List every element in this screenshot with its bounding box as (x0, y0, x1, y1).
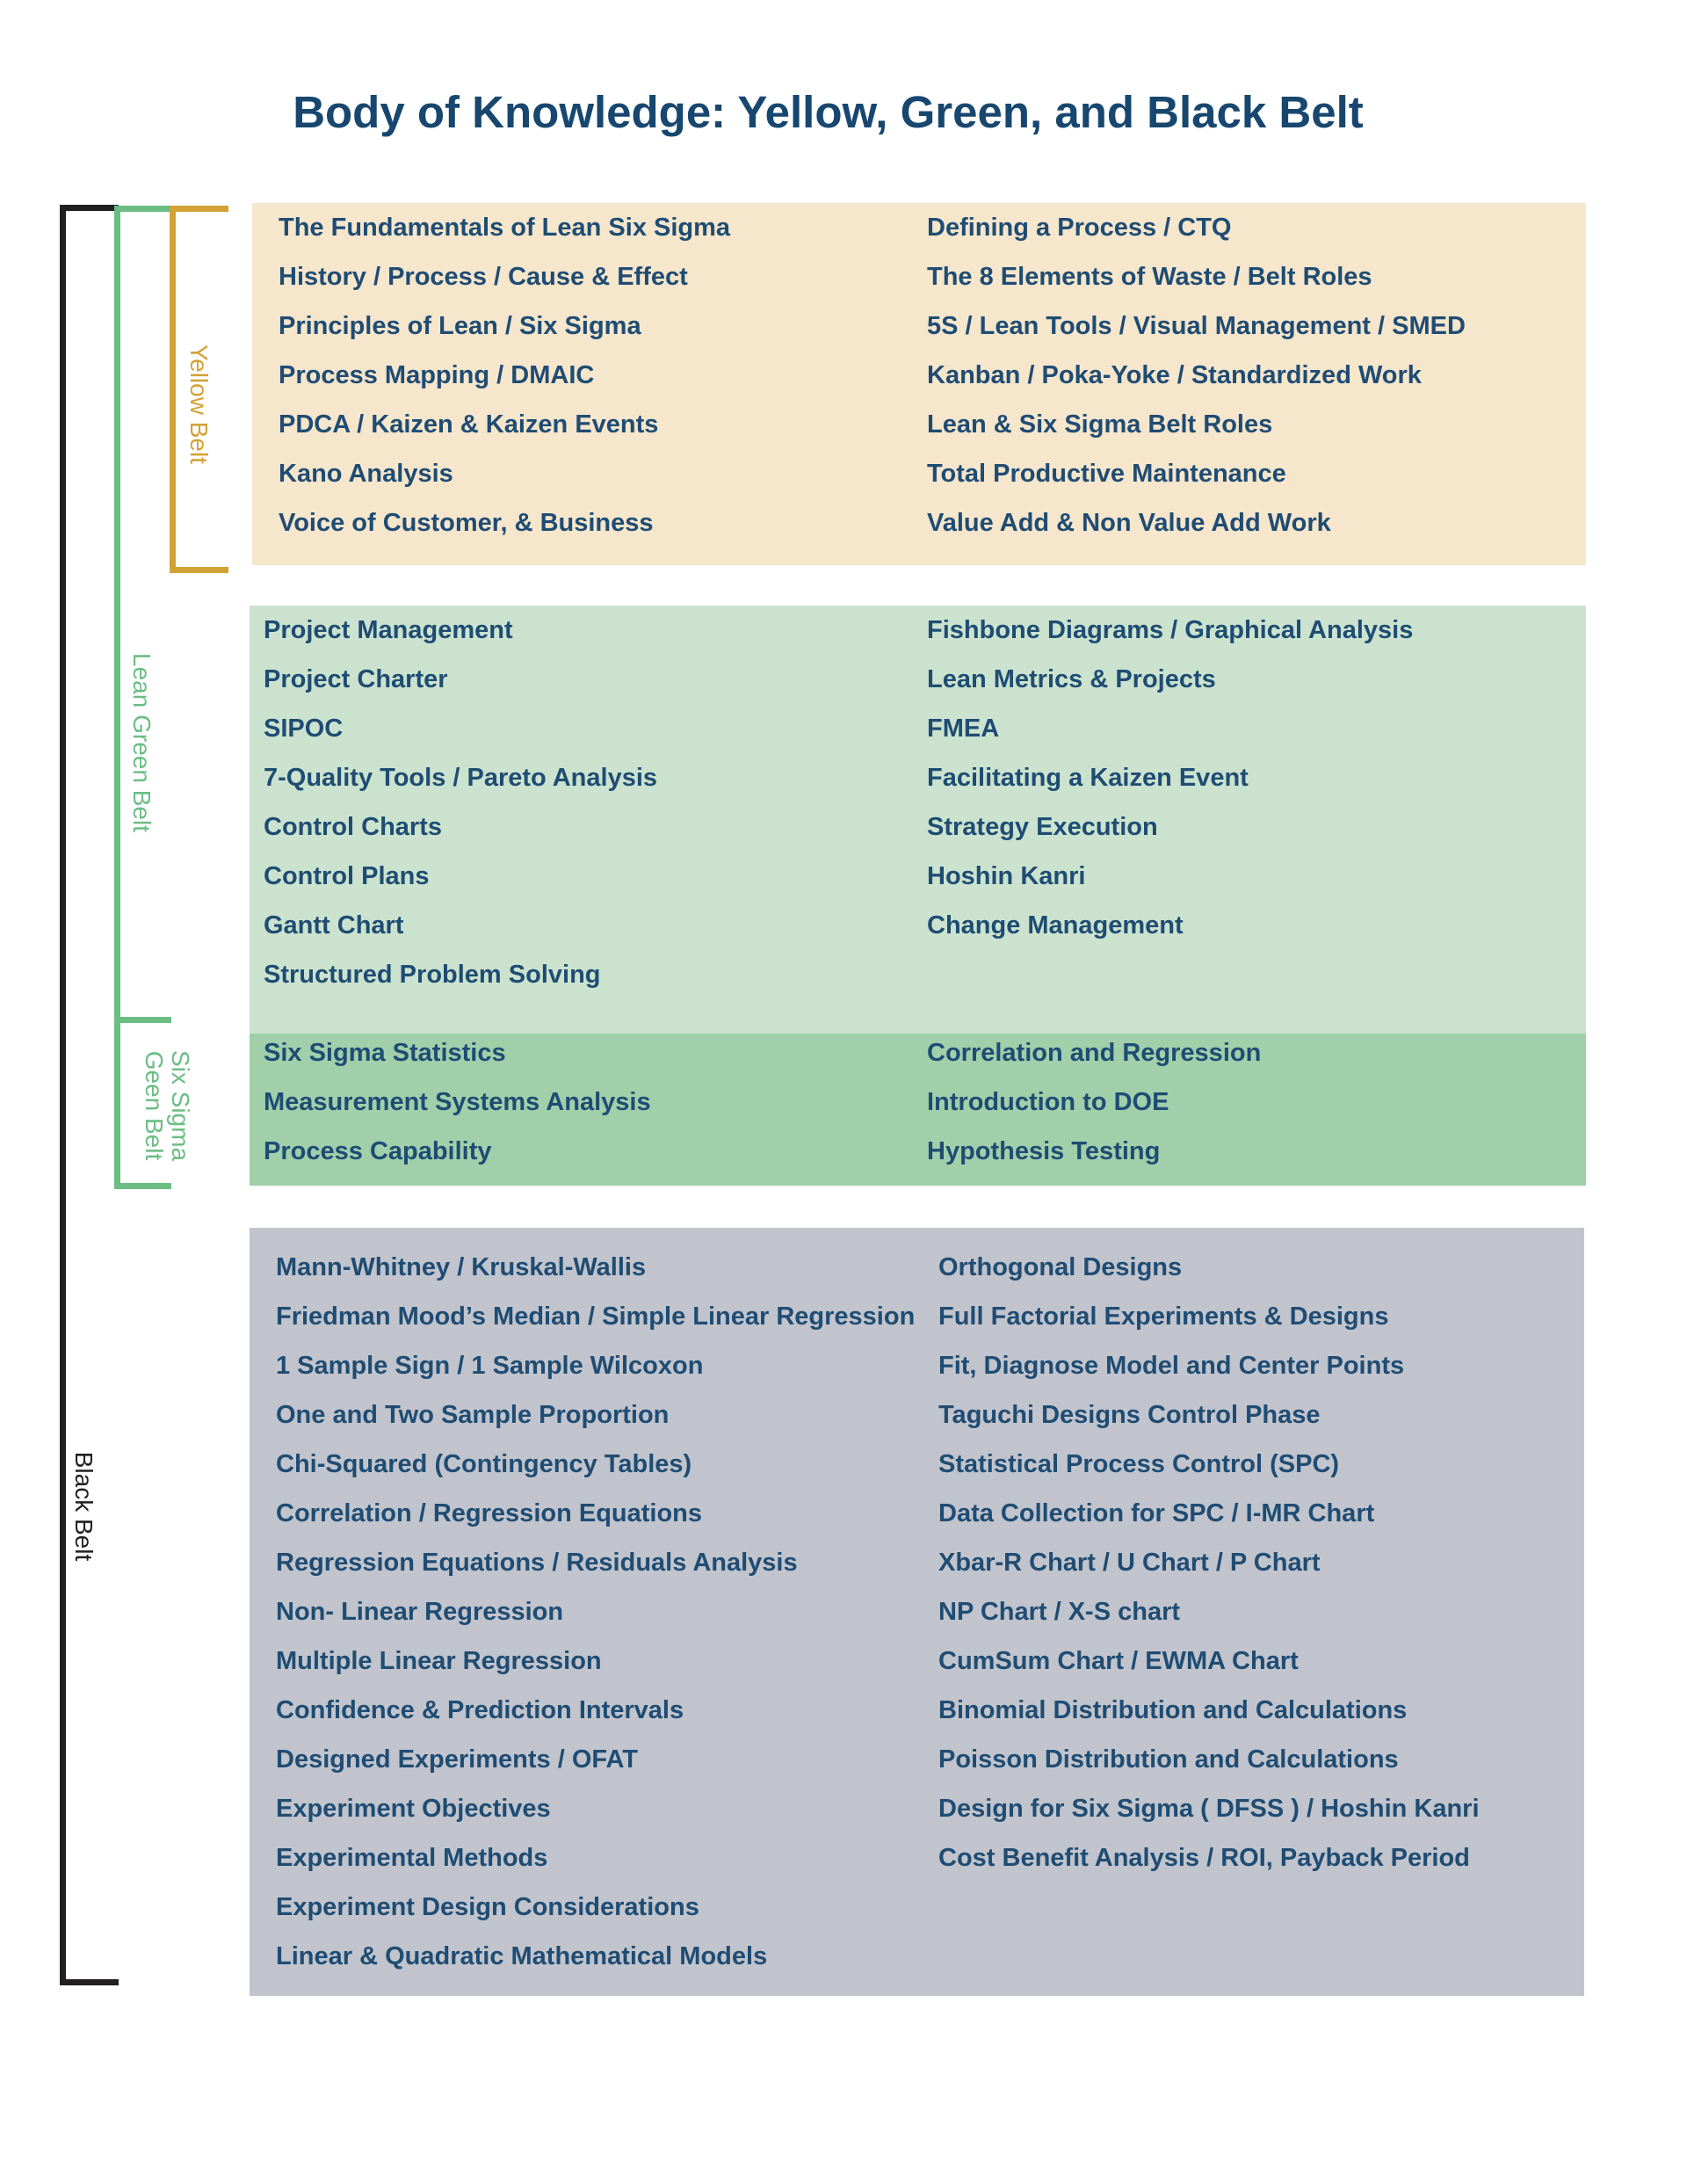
list-item: Hoshin Kanri (927, 862, 1086, 890)
list-item: Facilitating a Kaizen Event (927, 764, 1249, 792)
list-item: Total Productive Maintenance (927, 460, 1286, 488)
list-item: Voice of Customer, & Business (279, 509, 654, 537)
list-item: PDCA / Kaizen & Kaizen Events (279, 410, 659, 439)
list-item: SIPOC (264, 715, 344, 743)
list-item: Hypothesis Testing (927, 1137, 1161, 1165)
list-item: Data Collection for SPC / I-MR Chart (938, 1499, 1375, 1527)
list-item: Lean & Six Sigma Belt Roles (927, 410, 1273, 439)
list-item: Strategy Execution (927, 813, 1158, 841)
six-sigma-green-belt-right-column (927, 1028, 1261, 1176)
list-item: Project Charter (264, 665, 448, 693)
six-sigma-green-belt-panel (250, 1034, 1586, 1186)
list-item: Poisson Distribution and Calculations (938, 1745, 1399, 1774)
black-belt-bracket (60, 205, 119, 1985)
list-item: Statistical Process Control (SPC) (938, 1450, 1340, 1478)
list-item: 5S / Lean Tools / Visual Management / SMED (927, 312, 1466, 340)
list-item: Kano Analysis (279, 460, 453, 488)
list-item: Experiment Design Considerations (276, 1893, 699, 1921)
list-item: Xbar-R Chart / U Chart / P Chart (938, 1549, 1321, 1577)
list-item: Orthogonal Designs (938, 1253, 1183, 1281)
list-item: Gantt Chart (264, 911, 404, 940)
list-item: Lean Metrics & Projects (927, 665, 1216, 693)
list-item: Measurement Systems Analysis (264, 1088, 651, 1116)
lean-green-belt-right-column (927, 606, 1413, 950)
six-sigma-green-belt-left-column (264, 1028, 651, 1176)
list-item: 1 Sample Sign / 1 Sample Wilcoxon (276, 1352, 704, 1380)
list-item: Full Factorial Experiments & Designs (938, 1302, 1389, 1331)
yellow-belt-right-column (927, 203, 1466, 548)
list-item: Regression Equations / Residuals Analysis (276, 1549, 798, 1577)
black-belt-label: Black Belt (70, 1451, 98, 1562)
list-item: Confidence & Prediction Intervals (276, 1696, 684, 1724)
list-item: CumSum Chart / EWMA Chart (938, 1647, 1299, 1675)
six-sigma-green-belt-label-line2: Geen Belt (141, 1050, 168, 1161)
page-title: Body of Knowledge: Yellow, Green, and Black Belt (293, 87, 1364, 137)
list-item: Linear & Quadratic Mathematical Models (276, 1942, 768, 1970)
yellow-belt-panel (252, 203, 1586, 565)
list-item: Defining a Process / CTQ (927, 214, 1232, 242)
list-item: NP Chart / X-S chart (938, 1598, 1181, 1626)
list-item: Process Mapping / DMAIC (279, 361, 595, 389)
list-item: Non- Linear Regression (276, 1598, 564, 1626)
list-item: FMEA (927, 715, 1000, 743)
list-item: Cost Benefit Analysis / ROI, Payback Period (938, 1844, 1470, 1872)
list-item: Binomial Distribution and Calculations (938, 1696, 1408, 1724)
list-item: 7-Quality Tools / Pareto Analysis (264, 764, 658, 792)
list-item: Experimental Methods (276, 1844, 548, 1872)
six-sigma-green-belt-label-line1: Six Sigma (167, 1049, 194, 1162)
list-item: Friedman Mood’s Median / Simple Linear Regression (276, 1302, 916, 1331)
list-item: Multiple Linear Regression (276, 1647, 602, 1675)
list-item: Project Management (264, 616, 513, 644)
list-item: Design for Six Sigma ( DFSS ) / Hoshin Kanri (938, 1795, 1480, 1823)
list-item: One and Two Sample Proportion (276, 1401, 670, 1429)
black-belt-right-column (938, 1243, 1480, 1883)
list-item: Change Management (927, 911, 1184, 940)
lean-green-belt-left-column (264, 606, 657, 999)
list-item: Value Add & Non Value Add Work (927, 509, 1331, 537)
list-item: Correlation / Regression Equations (276, 1499, 703, 1527)
black-belt-panel (250, 1228, 1584, 1996)
list-item: Principles of Lean / Six Sigma (279, 312, 641, 340)
list-item: Designed Experiments / OFAT (276, 1745, 639, 1774)
list-item: Mann-Whitney / Kruskal-Wallis (276, 1253, 647, 1281)
list-item: The Fundamentals of Lean Six Sigma (279, 214, 731, 242)
list-item: Fit, Diagnose Model and Center Points (938, 1352, 1405, 1380)
yellow-belt-label: Yellow Belt (185, 345, 213, 464)
list-item: Taguchi Designs Control Phase (938, 1401, 1321, 1429)
list-item: History / Process / Cause & Effect (279, 263, 688, 291)
list-item: Six Sigma Statistics (264, 1039, 506, 1067)
lean-green-belt-panel (250, 606, 1586, 1034)
list-item: The 8 Elements of Waste / Belt Roles (927, 263, 1372, 291)
list-item: Control Charts (264, 813, 442, 841)
list-item: Control Plans (264, 862, 430, 890)
list-item: Process Capability (264, 1137, 492, 1165)
yellow-belt-left-column (279, 203, 730, 548)
lean-green-belt-label: Lean Green Belt (128, 653, 156, 832)
list-item: Fishbone Diagrams / Graphical Analysis (927, 616, 1414, 644)
list-item: Correlation and Regression (927, 1039, 1262, 1067)
list-item: Chi-Squared (Contingency Tables) (276, 1450, 692, 1478)
list-item: Experiment Objectives (276, 1795, 551, 1823)
lean-green-belt-bracket (114, 206, 170, 1023)
list-item: Introduction to DOE (927, 1088, 1169, 1116)
black-belt-left-column (276, 1243, 915, 1981)
list-item: Kanban / Poka-Yoke / Standardized Work (927, 361, 1422, 389)
six-sigma-green-belt-label (141, 1050, 193, 1161)
list-item: Structured Problem Solving (264, 961, 601, 989)
